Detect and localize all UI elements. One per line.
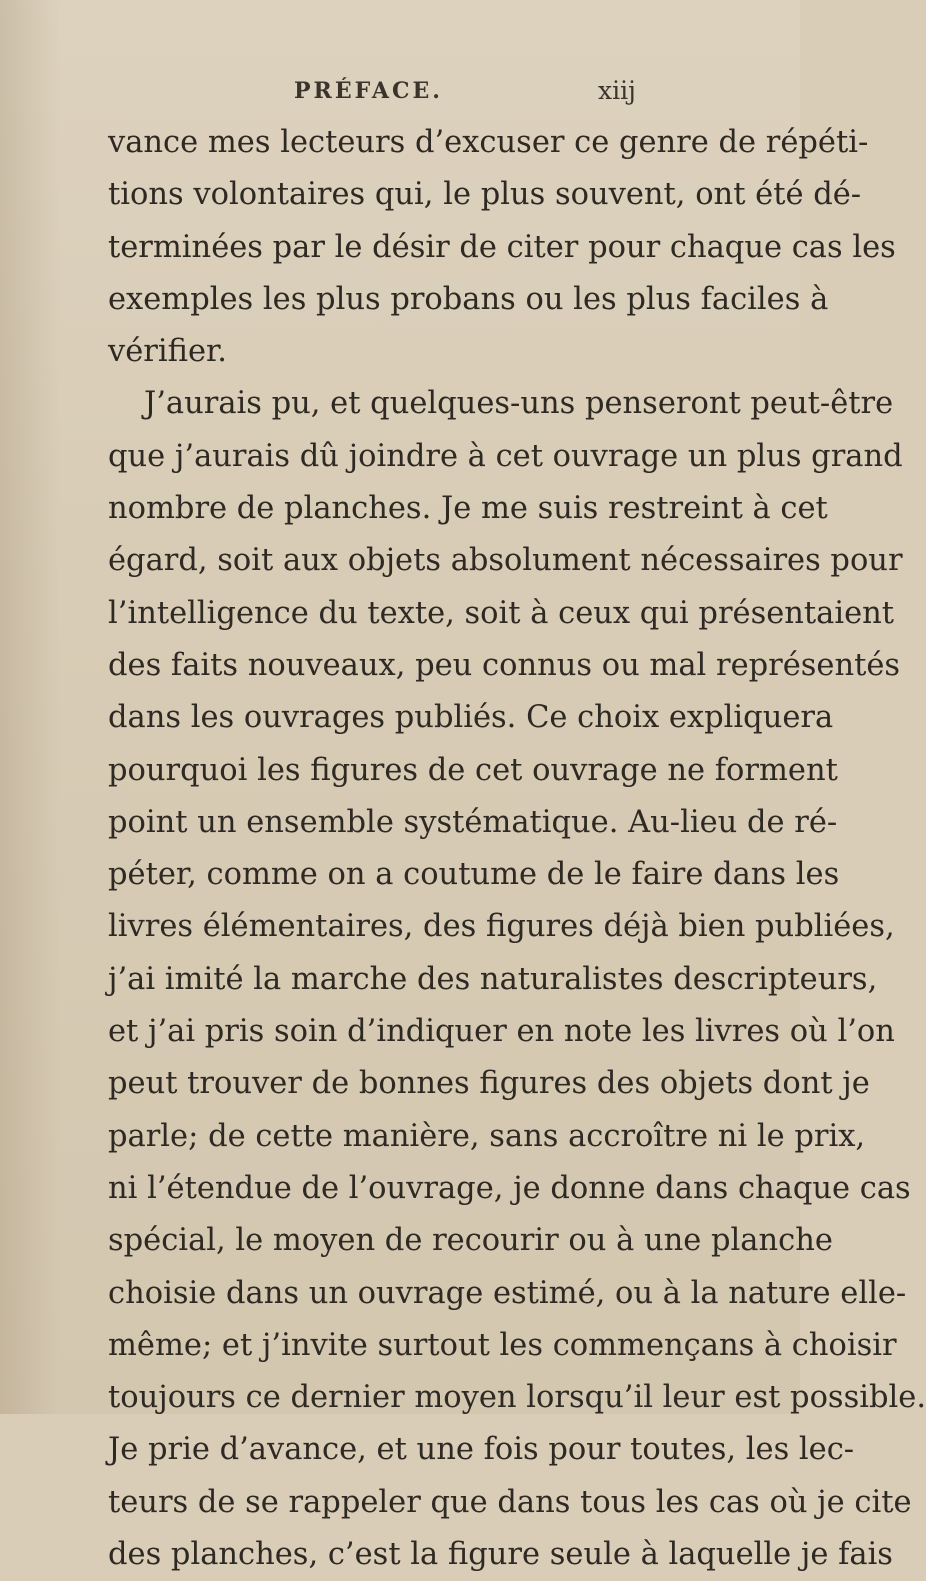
text-line: toujours ce dernier moyen lorsqu’il leur est possible. (108, 1380, 926, 1416)
text-line: et j’ai pris soin d’indiquer en note les livres où l’on (108, 1014, 895, 1050)
text-line: des faits nouveaux, peu connus ou mal représentés (108, 647, 901, 683)
text-line: ni l’étendue de l’ouvrage, je donne dans chaque cas (108, 1170, 911, 1206)
text-line: livres élémentaires, des figures déjà bien publiées, (108, 909, 895, 945)
text-line: teurs de se rappeler que dans tous les cas où je cite (108, 1484, 912, 1520)
body-text (108, 117, 926, 1581)
text-line: que j’aurais dû joindre à cet ouvrage un plus grand (108, 438, 903, 474)
text-line: des planches, c’est la figure seule à laquelle je fais (108, 1537, 893, 1573)
text-line: j’ai imité la marche des naturalistes descripteurs, (108, 961, 878, 997)
text-line: même; et j’invite surtout les commençans à choisir (108, 1327, 897, 1363)
text-line: péter, comme on a coutume de le faire dans les (108, 857, 840, 893)
text-line: point un ensemble systématique. Au-lieu de ré- (108, 804, 838, 840)
running-head (0, 74, 800, 114)
page-number: xiij (598, 76, 636, 105)
text-line: tions volontaires qui, le plus souvent, ont été dé- (108, 177, 862, 213)
text-line: peut trouver de bonnes figures des objets dont je (108, 1066, 870, 1102)
page-shadow (0, 0, 60, 1414)
text-line: choisie dans un ouvrage estimé, ou à la nature elle- (108, 1275, 907, 1311)
text-line: dans les ouvrages publiés. Ce choix expliquera (108, 700, 834, 736)
text-line: vérifier. (108, 334, 227, 370)
text-line: pourquoi les figures de cet ouvrage ne forment (108, 752, 838, 788)
text-line: Je prie d’avance, et une fois pour toutes, les lec- (108, 1432, 855, 1468)
text-line: l’intelligence du texte, soit à ceux qui présentaient (108, 595, 895, 631)
text-line: vance mes lecteurs d’excuser ce genre de répéti- (108, 125, 869, 160)
text-line: nombre de planches. Je me suis restreint à cet (108, 491, 828, 527)
text-line: spécial, le moyen de recourir ou à une planche (108, 1223, 833, 1259)
text-line: exemples les plus probans ou les plus faciles à (108, 281, 829, 317)
text-line: terminées par le désir de citer pour chaque cas les (108, 229, 896, 265)
text-line: J’aurais pu, et quelques-uns penseront peut-être (144, 386, 894, 422)
text-line: parle; de cette manière, sans accroître ni le prix, (108, 1118, 866, 1154)
text-line: égard, soit aux objets absolument nécessaires pour (108, 543, 903, 579)
running-head-title: PRÉFACE. (294, 78, 443, 104)
